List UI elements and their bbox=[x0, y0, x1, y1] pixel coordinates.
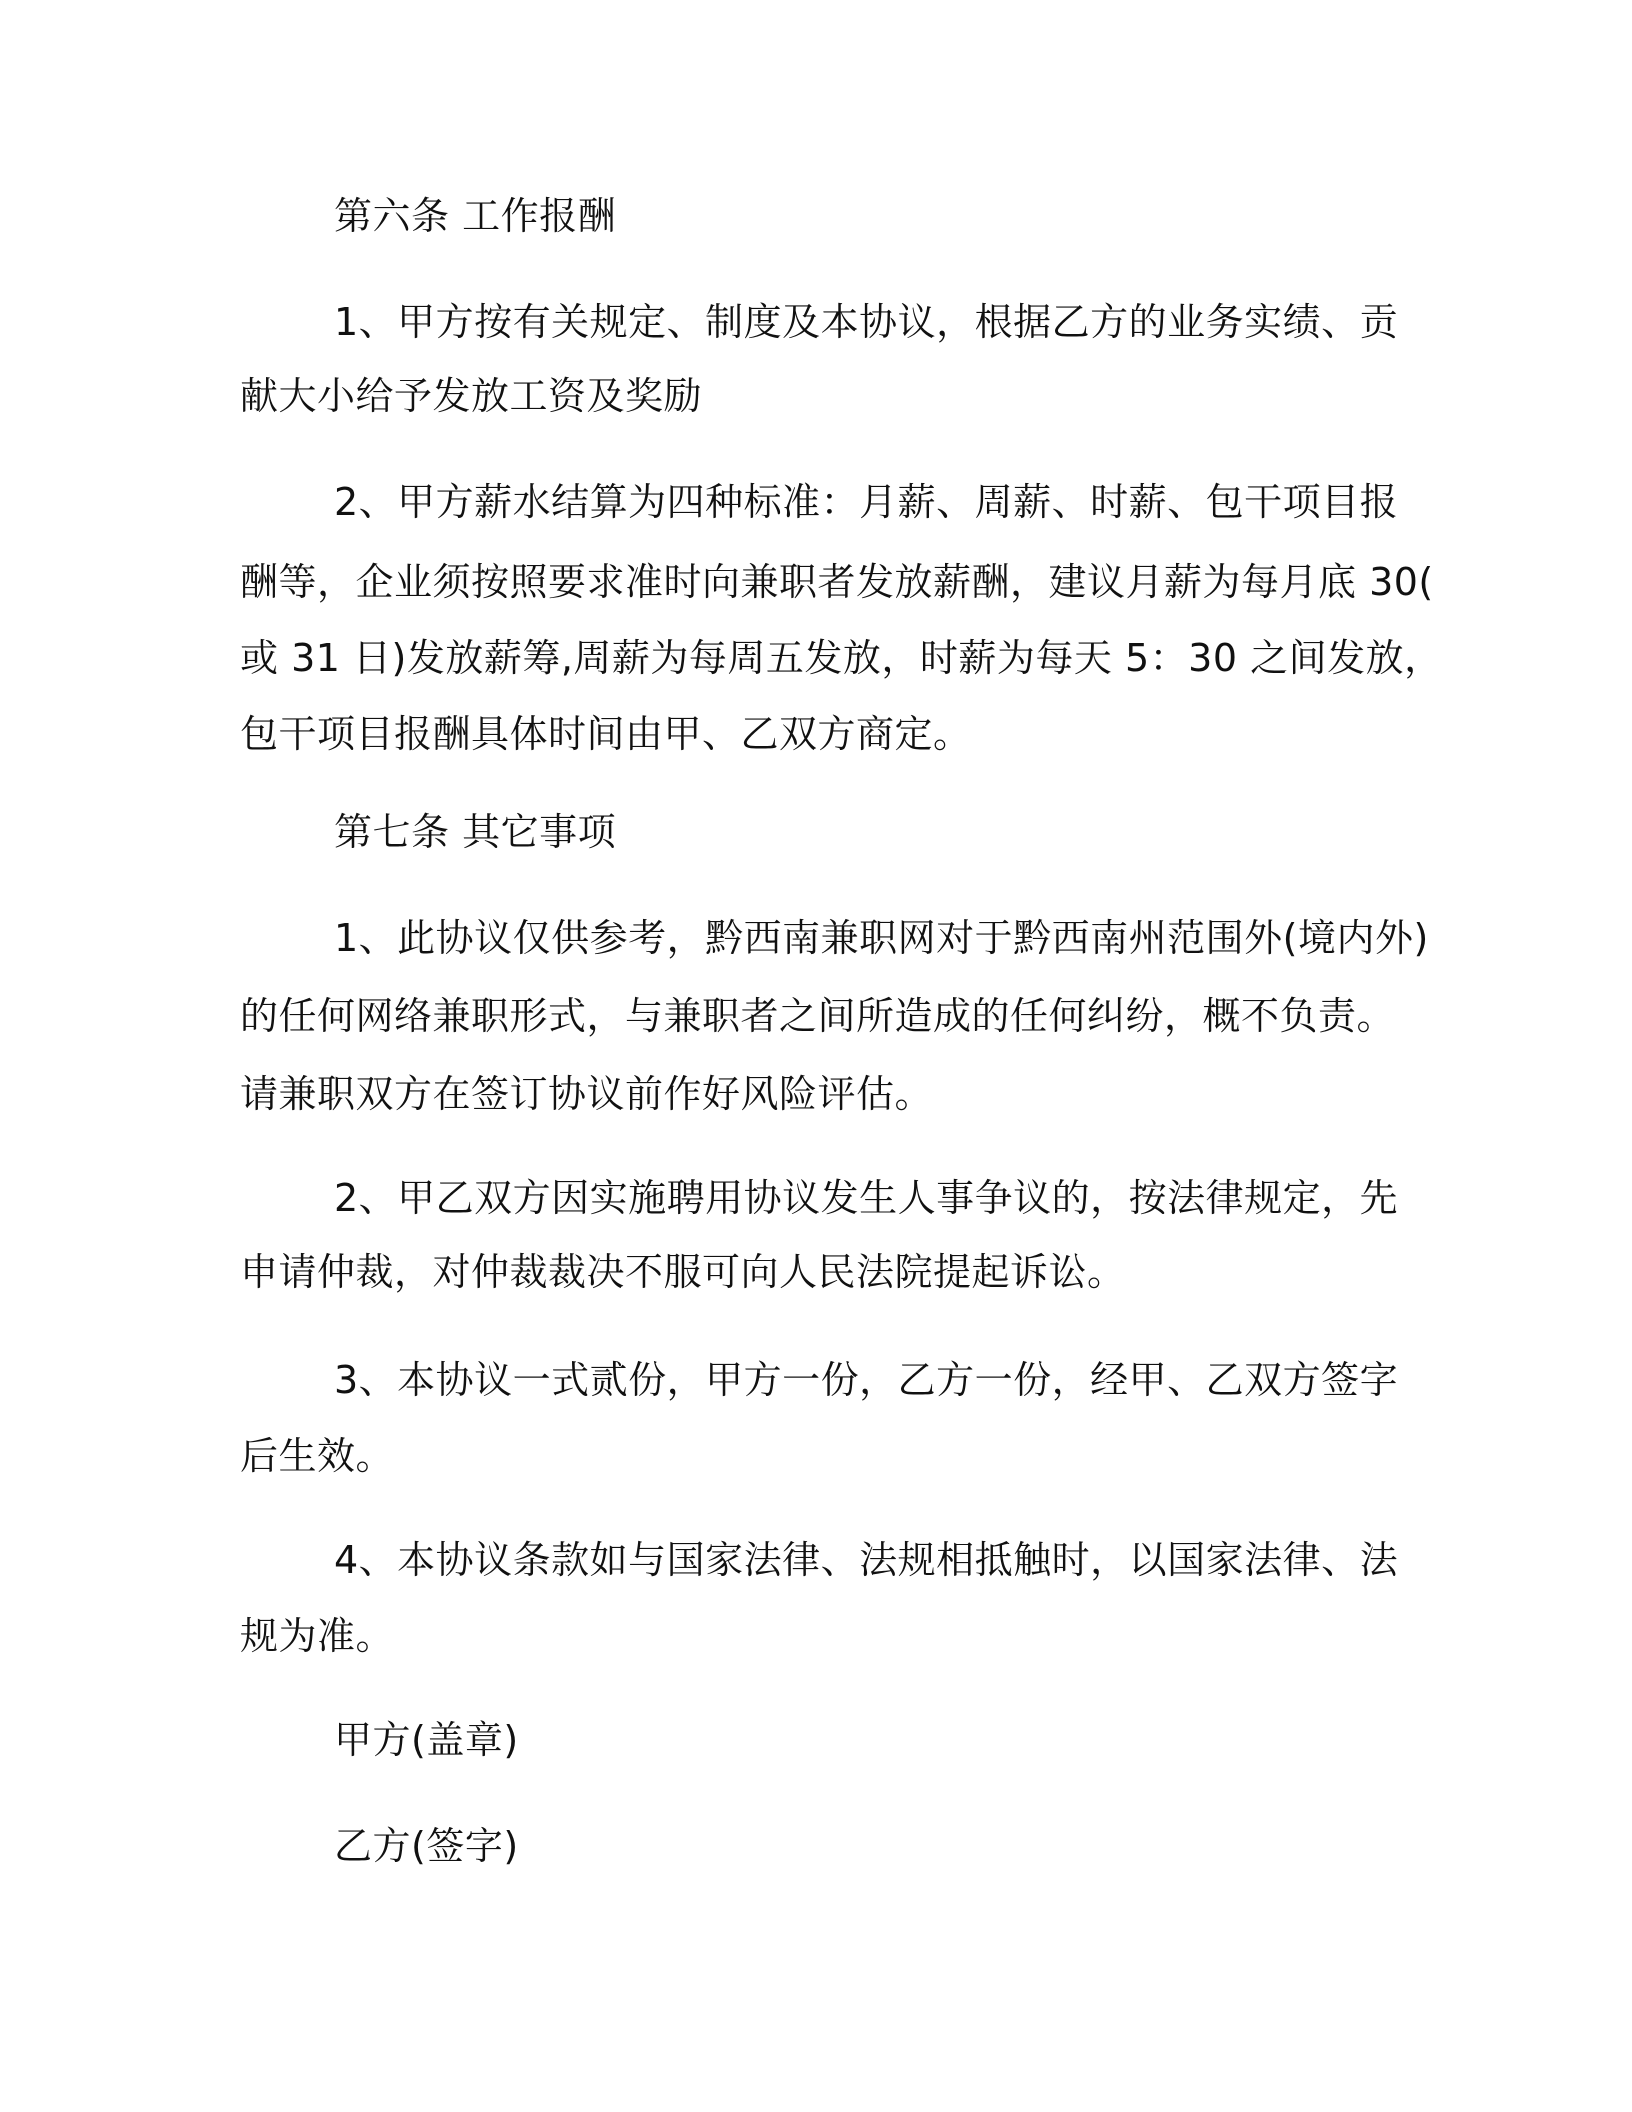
article-6-clause-2-line-2: 酬等，企业须按照要求准时向兼职者发放薪酬，建议月薪为每月底 30( bbox=[240, 560, 1434, 604]
article-7-clause-2-line-2: 申请仲裁，对仲裁裁决不服可向人民法院提起诉讼。 bbox=[240, 1250, 1126, 1294]
article-6-clause-1-line-2: 献大小给予发放工资及奖励 bbox=[240, 374, 703, 418]
party-a-seal-label: 甲方(盖章) bbox=[334, 1718, 519, 1762]
article-6-clause-1-line-1: 1、甲方按有关规定、制度及本协议，根据乙方的业务实绩、贡 bbox=[334, 300, 1399, 344]
article-7-clause-4-line-2: 规为准。 bbox=[240, 1614, 395, 1658]
article-6-heading: 第六条 工作报酬 bbox=[334, 194, 617, 238]
article-7-heading: 第七条 其它事项 bbox=[334, 810, 617, 854]
article-7-clause-3-line-1: 3、本协议一式贰份，甲方一份，乙方一份，经甲、乙双方签字 bbox=[334, 1358, 1399, 1402]
article-7-clause-1-line-1: 1、此协议仅供参考，黔西南兼职网对于黔西南州范围外(境内外) bbox=[334, 916, 1429, 960]
article-7-clause-3-line-2: 后生效。 bbox=[240, 1434, 395, 1478]
article-7-clause-1-line-3: 请兼职双方在签订协议前作好风险评估。 bbox=[240, 1072, 934, 1116]
party-b-signature-label: 乙方(签字) bbox=[334, 1824, 519, 1868]
article-7-clause-4-line-1: 4、本协议条款如与国家法律、法规相抵触时，以国家法律、法 bbox=[334, 1538, 1399, 1582]
article-6-clause-2-line-3: 或 31 日)发放薪筹,周薪为每周五发放，时薪为每天 5：30 之间发放， bbox=[240, 636, 1443, 680]
article-7-clause-2-line-1: 2、甲乙双方因实施聘用协议发生人事争议的，按法律规定，先 bbox=[334, 1176, 1399, 1220]
article-6-clause-2-line-4: 包干项目报酬具体时间由甲、乙双方商定。 bbox=[240, 712, 972, 756]
article-6-clause-2-line-1: 2、甲方薪水结算为四种标准：月薪、周薪、时薪、包干项目报 bbox=[334, 480, 1399, 524]
article-7-clause-1-line-2: 的任何网络兼职形式，与兼职者之间所造成的任何纠纷，概不负责。 bbox=[240, 994, 1396, 1038]
